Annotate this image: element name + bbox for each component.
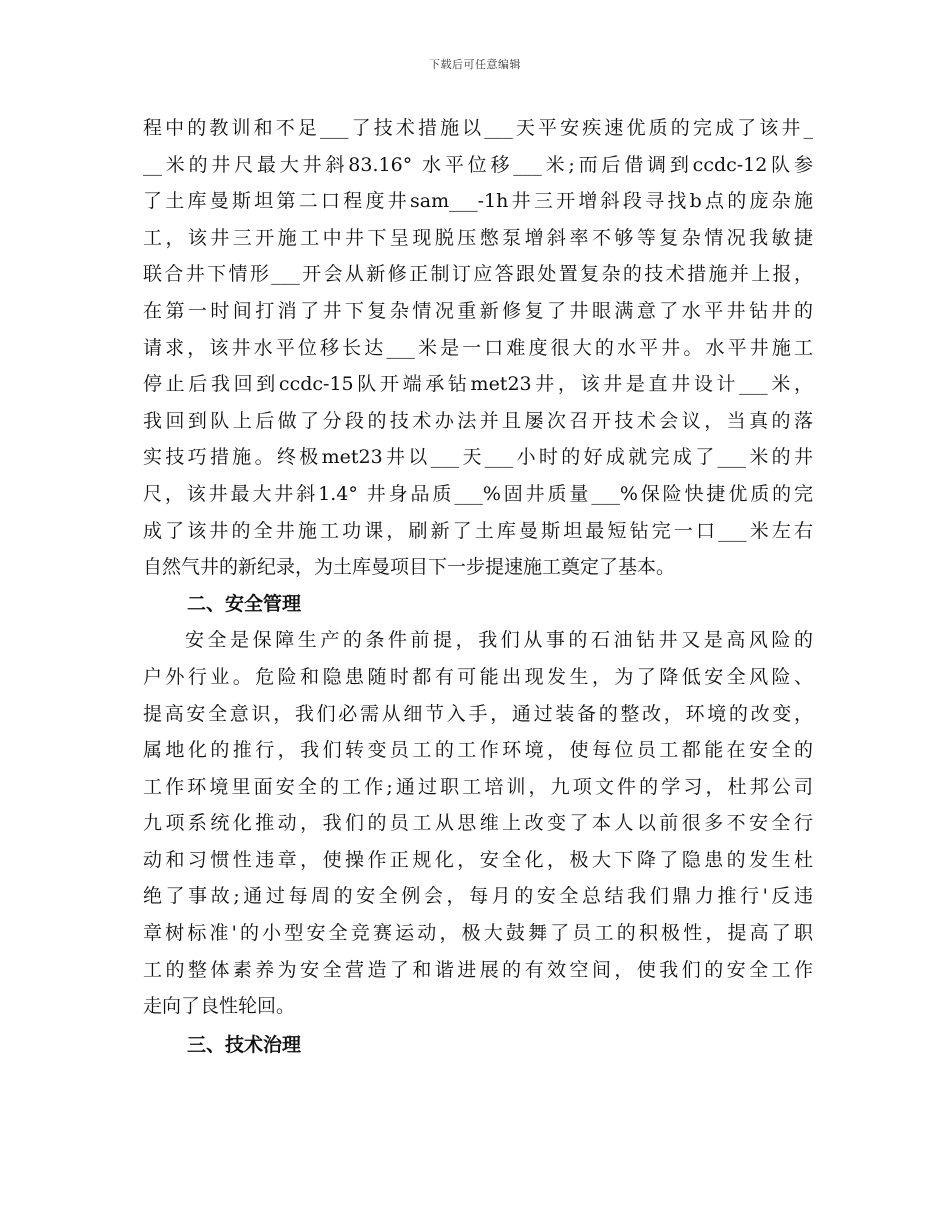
- text-line: 成了该井的全井施工功课，刷新了土库曼斯坦最短钻完一口___米左右: [143, 519, 813, 542]
- page-header-note: 下载后可任意编辑: [429, 58, 521, 71]
- paragraph-well-construction: [143, 110, 813, 586]
- text-line: 停止后我回到ccdc-15队开端承钻met23井，该井是直井设计___米，: [143, 373, 813, 396]
- text-line: 程中的教训和不足___了技术措施以___天平安疾速优质的完成了该井_: [143, 117, 813, 139]
- text-line: 我回到队上后做了分段的技术办法并且屡次召开技术会议，当真的落: [143, 409, 813, 432]
- document-body: [143, 110, 813, 1063]
- text-line: 请求，该井水平位移长达___米是一口难度很大的水平井。水平井施工: [143, 336, 813, 359]
- text-line: 提高安全意识，我们必需从细节入手，通过装备的整改，环境的改变，: [143, 702, 813, 725]
- text-line: 动和习惯性违章，使操作正规化，安全化，极大下降了隐患的发生杜: [143, 848, 813, 871]
- section-heading-safety: 二、安全管理: [187, 592, 302, 615]
- text-line: 实技巧措施。终极met23井以___天___小时的好成就完成了___米的井: [143, 446, 813, 469]
- text-line: 工作环境里面安全的工作;通过职工培训，九项文件的学习，杜邦公司: [143, 775, 813, 798]
- text-line: 户外行业。危险和隐患随时都有可能出现发生，为了降低安全风险、: [143, 665, 813, 688]
- text-line: 工的整体素养为安全营造了和谐进展的有效空间，使我们的安全工作: [143, 958, 813, 981]
- text-line: 尺，该井最大井斜1.4° 井身品质___%固井质量___%保险快捷优质的完: [143, 482, 813, 505]
- text-line: 了土库曼斯坦第二口程度井sam___-1h井三开增斜段寻找b点的庞杂施: [143, 190, 813, 213]
- section-heading-technical: 三、技术治理: [187, 1033, 302, 1056]
- text-line: 自然气井的新纪录，为土库曼项目下一步提速施工奠定了基本。: [143, 556, 676, 579]
- text-line: 安全是保障生产的条件前提，我们从事的石油钻井又是高风险的: [185, 629, 813, 652]
- text-line: 章树标准'的小型安全竞赛运动，极大鼓舞了员工的积极性，提高了职: [143, 922, 813, 945]
- text-line: 走向了良性轮回。: [143, 995, 296, 1018]
- paragraph-safety-management: [143, 622, 813, 1025]
- text-line: 工，该井三开施工中井下呈现脱压憋泵增斜率不够等复杂情况我敏捷: [143, 226, 813, 249]
- text-line: 九项系统化推动，我们的员工从思维上改变了本人以前很多不安全行: [143, 812, 813, 835]
- text-line: 属地化的推行，我们转变员工的工作环境，使每位员工都能在安全的: [143, 739, 813, 762]
- text-line: __米的井尺最大井斜83.16° 水平位移___米;而后借调到ccdc-12队参: [143, 153, 813, 176]
- text-line: 绝了事故;通过每周的安全例会，每月的安全总结我们鼎力推行'反违: [143, 885, 813, 908]
- text-line: 联合井下情形___开会从新修正制订应答跟处置复杂的技术措施并上报，: [143, 263, 813, 286]
- text-line: 在第一时间打消了井下复杂情况重新修复了井眼满意了水平井钻井的: [143, 299, 813, 322]
